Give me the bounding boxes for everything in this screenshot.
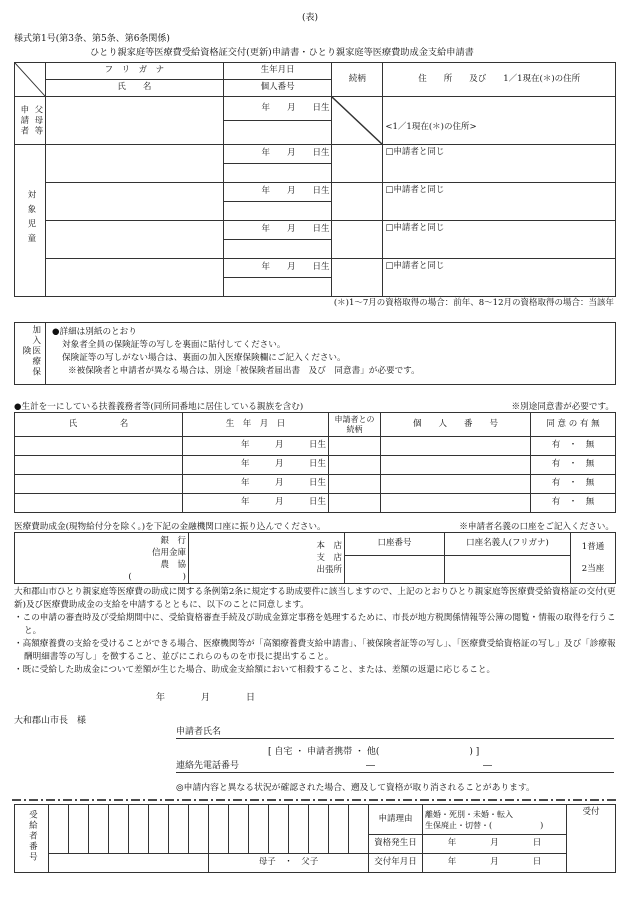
branch-name-input[interactable] — [189, 533, 345, 584]
revocation-warning: ◎申請内容と異なる状況が確認された場合、遡及して資格が取り消されることがあります。 — [176, 783, 535, 793]
dep-col-consent: 同 意 の 有 無 — [531, 413, 616, 437]
recipient-digit[interactable] — [309, 805, 329, 854]
recipient-digit[interactable] — [189, 805, 209, 854]
child-mynumber-input[interactable] — [223, 202, 332, 221]
bank-paren: ( ) — [128, 572, 186, 582]
holder-header: 口座名義人(フリガナ) — [445, 533, 571, 556]
insurance-line-2: 対象者全員の保険証等の写しを裏面に貼付してください。 — [62, 340, 286, 350]
child-relation-input[interactable] — [332, 259, 383, 297]
address-header: 住 所 及び 1／1現在(＊)の住所 — [383, 63, 616, 97]
branch-types: 本 店 支 店 出張所 — [316, 541, 342, 575]
birthdate-header: 生年月日 — [223, 63, 332, 80]
dep-col-name: 氏 名 — [15, 413, 183, 437]
child-same-address-checkbox[interactable]: □申請者と同じ — [383, 145, 616, 183]
corner-cell — [15, 63, 46, 97]
phone-type-choice[interactable]: [ 自宅 ・ 申請者携帯 ・ 他( ) ] — [268, 747, 480, 757]
insurance-line-4: ※被保険者と申請者が異なる場合は、別途「被保険者届出書 及び 同意書」が必要です。 — [68, 366, 420, 376]
declaration-intro: 大和郡山市ひとり親家庭等医療費の助成に関する条例第2条に規定する助成要件に該当しますので、上記のとおりひとり親家庭等医療費受給資格証の交付(更新)及び医療費助成金の支給を申請するとともに、以下のことに同意します。 — [14, 587, 616, 610]
recipient-digit[interactable] — [109, 805, 129, 854]
child-name-input[interactable] — [45, 259, 223, 297]
signature-date[interactable]: 年 月 日 — [156, 693, 256, 703]
jan1-footnote: (＊)1～7月の資格取得の場合：前年、8～12月の資格取得の場合：当該年 — [333, 298, 614, 308]
form-number: 様式第1号(第3条、第5条、第6条関係) — [14, 34, 170, 44]
holder-input[interactable] — [445, 555, 571, 583]
child-same-address-checkbox[interactable]: □申請者と同じ — [383, 259, 616, 297]
applicant-mynumber-input[interactable] — [223, 121, 332, 145]
child-name-input[interactable] — [45, 221, 223, 259]
dep-name-input[interactable] — [15, 475, 183, 494]
bank-types: 銀 行 信用金庫 農 協 — [151, 536, 186, 570]
declaration-bullet-3: ・既に受給した助成金について差額が生じた場合、助成金支給額において相殺すること、または、差額の返還に応じること。 — [14, 665, 496, 675]
child-same-address-checkbox[interactable]: □申請者と同じ — [383, 221, 616, 259]
dep-col-relation: 申請者との続柄 — [329, 413, 381, 437]
recipient-digit[interactable] — [69, 805, 89, 854]
account-no-input[interactable] — [345, 555, 445, 583]
family-type-choice[interactable]: 母子 ・ 父子 — [209, 854, 369, 873]
address-jan1-label: <1／1現在(＊)の住所> — [385, 121, 477, 132]
issue-date-value[interactable]: 年 月 日 — [423, 854, 567, 873]
dep-relation-input[interactable] — [329, 456, 381, 475]
recipient-digit[interactable] — [129, 805, 149, 854]
insurance-line-1: ●詳細は別紙のとおり — [52, 327, 137, 337]
table-row — [15, 456, 616, 475]
form-title: ひとり親家庭等医療費受給資格証交付(更新)申請書・ひとり親家庭等医療費助成金支給申請書 — [90, 47, 474, 58]
dep-number-input[interactable] — [381, 475, 531, 494]
mynumber-header: 個人番号 — [223, 80, 332, 97]
recipient-no-label: 受給者番号 — [27, 810, 38, 863]
applicant-label: 申請者 — [18, 104, 29, 137]
child-name-input[interactable] — [45, 183, 223, 221]
name-header: 氏 名 — [45, 80, 223, 97]
bank-heading: 医療費助成金(現物給付分を除く。)を下記の金融機関口座に振り込んでください。 — [14, 522, 326, 532]
relation-header: 続柄 — [332, 63, 383, 97]
declaration — [14, 586, 618, 677]
dep-name-input[interactable] — [15, 494, 183, 513]
child-birthdate[interactable]: 年 月 日生 — [223, 183, 332, 202]
bank-name-input[interactable] — [15, 533, 189, 584]
applicant-name-field[interactable] — [176, 724, 614, 739]
insurance-notes — [46, 323, 616, 385]
account-type-current[interactable]: 2当座 — [581, 564, 605, 574]
account-no-header: 口座番号 — [345, 533, 445, 556]
account-type-ordinary[interactable]: 1普通 — [581, 542, 605, 552]
applicant-birthdate[interactable]: 年 月 日生 — [223, 97, 332, 121]
child-name-input[interactable] — [45, 145, 223, 183]
dep-consent-choice[interactable]: 有 ・ 無 — [531, 437, 616, 456]
dependents-heading: ●生計を一にしている扶養義務者等(同所同番地に居住している親族を含む) — [14, 402, 304, 412]
side-label: (表) — [302, 13, 319, 23]
office-use-table — [14, 804, 616, 873]
phone-field[interactable] — [176, 758, 614, 773]
dep-number-input[interactable] — [381, 494, 531, 513]
recipient-digit[interactable] — [49, 805, 69, 854]
dep-consent-choice[interactable]: 有 ・ 無 — [531, 456, 616, 475]
addressee: 大和郡山市長 様 — [14, 716, 87, 726]
bank-note: ※申請者名義の口座をご記入ください。 — [459, 522, 614, 532]
dep-birthdate[interactable]: 年 月 日生 — [183, 437, 329, 456]
eligibility-date-value[interactable]: 年 月 日 — [423, 835, 567, 854]
table-row — [15, 475, 616, 494]
insurance-box — [14, 322, 616, 385]
recipient-digit[interactable] — [329, 805, 349, 854]
dep-birthdate[interactable]: 年 月 日生 — [183, 494, 329, 513]
main-applicant-table — [14, 62, 616, 297]
dep-number-input[interactable] — [381, 456, 531, 475]
child-mynumber-input[interactable] — [223, 164, 332, 183]
child-label-cell — [15, 145, 46, 297]
insurance-label-cell — [15, 323, 46, 385]
insurance-line-3: 保険証等の写しがない場合は、裏面の加入医療保険欄にご記入ください。 — [62, 353, 346, 363]
dep-number-input[interactable] — [381, 437, 531, 456]
issue-date-label: 交付年月日 — [369, 854, 423, 873]
applicant-name-label: 申請者氏名 — [176, 727, 222, 737]
child-relation-input[interactable] — [332, 183, 383, 221]
child-birthdate[interactable]: 年 月 日生 — [223, 259, 332, 278]
recipient-digit[interactable] — [249, 805, 269, 854]
applicant-address-input[interactable] — [383, 97, 616, 145]
child-birthdate[interactable]: 年 月 日生 — [223, 145, 332, 164]
child-birthdate[interactable]: 年 月 日生 — [223, 221, 332, 240]
recipient-digit[interactable] — [89, 805, 109, 854]
recipient-digit[interactable] — [289, 805, 309, 854]
reason-label: 申請理由 — [369, 805, 423, 835]
recipient-digit[interactable] — [169, 805, 189, 854]
dep-name-input[interactable] — [15, 456, 183, 475]
receipt-cell — [567, 805, 616, 873]
dep-consent-choice[interactable]: 有 ・ 無 — [531, 494, 616, 513]
dep-birthdate[interactable]: 年 月 日生 — [183, 475, 329, 494]
dependents-note: ※別途同意書が必要です。 — [511, 402, 614, 412]
dep-name-input[interactable] — [15, 437, 183, 456]
insurance-label: 加入医療保険 — [21, 325, 41, 378]
child-same-address-checkbox[interactable]: □申請者と同じ — [383, 183, 616, 221]
dep-relation-input[interactable] — [329, 494, 381, 513]
dep-consent-choice[interactable]: 有 ・ 無 — [531, 475, 616, 494]
recipient-digit[interactable] — [229, 805, 249, 854]
recipient-digit[interactable] — [269, 805, 289, 854]
bank-table — [14, 532, 616, 584]
child-mynumber-input[interactable] — [223, 240, 332, 259]
office-blank — [49, 854, 209, 873]
recipient-digit[interactable] — [349, 805, 369, 854]
eligibility-date-label: 資格発生日 — [369, 835, 423, 854]
child-label: 対象児童 — [25, 189, 36, 248]
child-relation-input[interactable] — [332, 221, 383, 259]
declaration-bullet-2: ・高額療養費の支給を受けることができる場合、医療機関等が「高額療養費支給申請書」、「被保険者証等の写し」、「医療費受給資格証の写し」及び「診療報酬明細書等の写し」を徴すること、並びにこれらのものを市長に提出すること。 — [14, 639, 616, 662]
reason-options[interactable]: 離婚・死別・未婚・転入 生保廃止・切替・( ) — [423, 805, 567, 835]
dependents-table — [14, 412, 616, 513]
furigana-header: フ リ ガ ナ — [45, 63, 223, 80]
parent-label: 父母等 — [32, 104, 43, 137]
applicant-label-cell — [15, 97, 46, 145]
applicant-relation-na — [332, 97, 383, 145]
child-mynumber-input[interactable] — [223, 278, 332, 297]
applicant-name-input[interactable] — [45, 97, 223, 145]
account-type-choice[interactable] — [571, 533, 616, 584]
cut-line — [12, 798, 618, 802]
child-relation-input[interactable] — [332, 145, 383, 183]
declaration-bullet-1: ・この申請の審査時及び受給期間中に、受給資格審査手続及び助成金算定事務を処理するために、市長が地方税関係情報等公簿の閲覧・情報の取得を行うこと。 — [14, 613, 616, 636]
table-row — [15, 437, 616, 456]
phone-label: 連絡先電話番号 — [176, 761, 240, 771]
dep-col-birth: 生 年 月 日 — [183, 413, 329, 437]
dep-col-number: 個 人 番 号 — [381, 413, 531, 437]
recipient-digit[interactable] — [209, 805, 229, 854]
dep-birthdate[interactable]: 年 月 日生 — [183, 456, 329, 475]
receipt-label: 受付 — [582, 807, 600, 817]
table-row — [15, 494, 616, 513]
dep-relation-input[interactable] — [329, 437, 381, 456]
dep-relation-input[interactable] — [329, 475, 381, 494]
recipient-digit[interactable] — [149, 805, 169, 854]
recipient-no-label-cell — [15, 805, 49, 873]
phone-separators: ― ― — [366, 761, 493, 771]
